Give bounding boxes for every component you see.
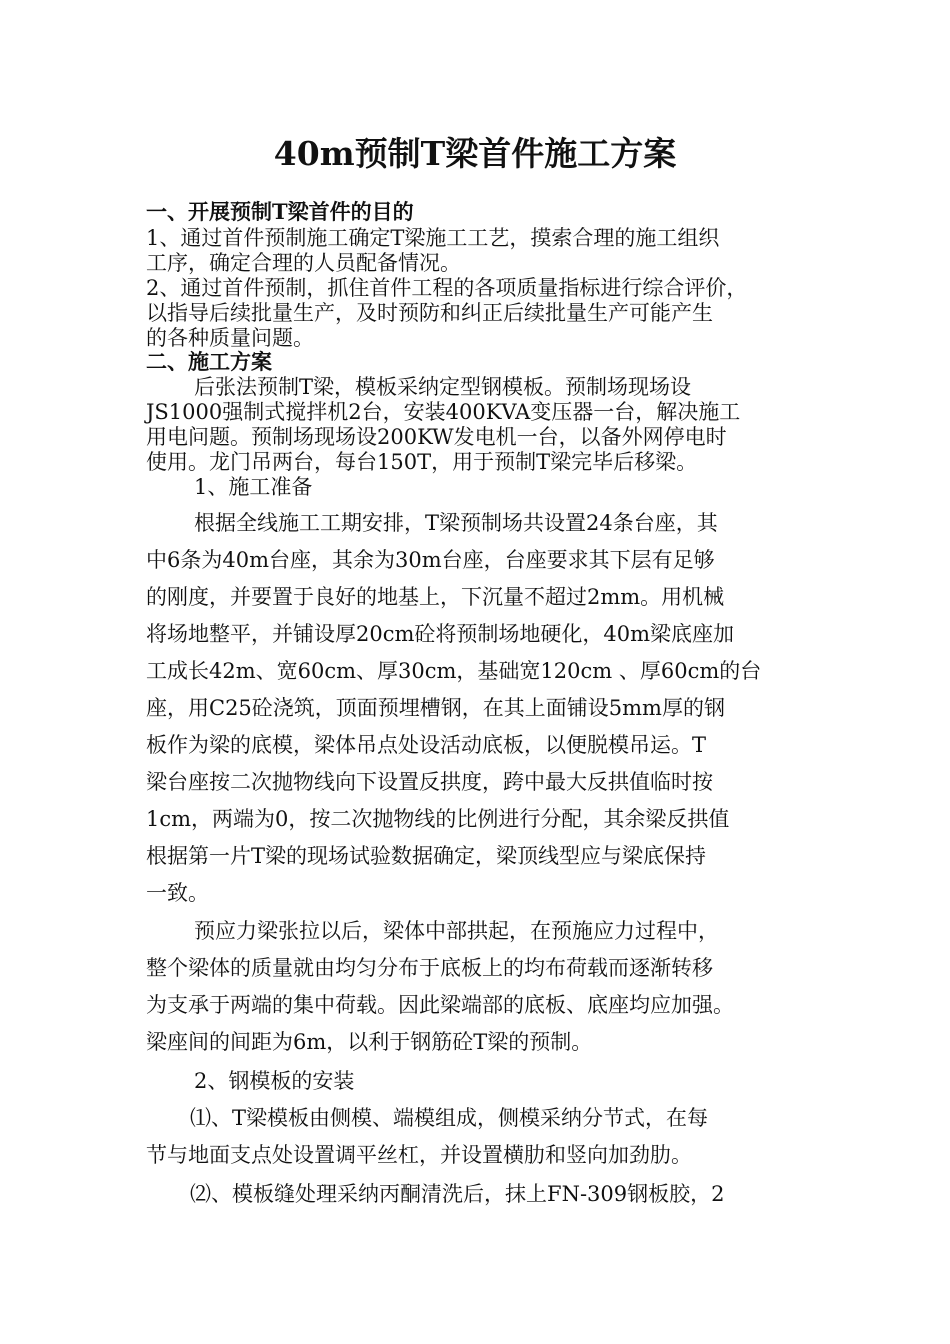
text-line: 1、通过首件预制施工确定T梁施工工艺，摸索合理的施工组织 xyxy=(146,226,720,250)
text-line: 的各种质量问题。 xyxy=(146,326,314,350)
subheading-preparation: 1、施工准备 xyxy=(194,475,313,499)
text-line: 一致。 xyxy=(146,881,209,905)
text-line: 的刚度，并要置于良好的地基上，下沉量不超过2mm。用机械 xyxy=(146,585,725,609)
text-line: JS1000强制式搅拌机2台，安装400KVA变压器一台，解决施工 xyxy=(146,400,741,424)
text-line: 为支承于两端的集中荷载。因此梁端部的底板、底座均应加强。 xyxy=(146,993,734,1017)
text-line: 根据第一片T梁的现场试验数据确定，梁顶线型应与梁底保持 xyxy=(146,844,707,868)
text-line: 座，用C25砼浇筑，顶面预埋槽钢，在其上面铺设5mm厚的钢 xyxy=(146,696,725,720)
text-line: 中6条为40m台座，其余为30m台座，台座要求其下层有足够 xyxy=(146,548,715,572)
text-line: 节与地面支点处设置调平丝杠，并设置横肋和竖向加劲肋。 xyxy=(146,1143,692,1167)
text-line: 梁台座按二次抛物线向下设置反拱度，跨中最大反拱值临时按 xyxy=(146,770,713,794)
text-line: ⑵、模板缝处理采纳丙酮清洗后，抹上FN-309钢板胶，2 xyxy=(190,1182,725,1206)
text-line: 板作为梁的底模，梁体吊点处设活动底板，以便脱模吊运。T xyxy=(146,733,707,757)
section-heading-purpose: 一、开展预制T梁首件的目的 xyxy=(146,199,414,224)
text-line: 后张法预制T梁，模板采纳定型钢模板。预制场现场设 xyxy=(194,375,692,399)
text-line: 2、通过首件预制，抓住首件工程的各项质量指标进行综合评价， xyxy=(146,276,748,300)
text-line: 工成长42m、宽60cm、厚30cm，基础宽120cm 、厚60cm的台 xyxy=(146,659,762,683)
text-line: 预应力梁张拉以后，梁体中部拱起，在预施应力过程中， xyxy=(194,919,719,943)
text-line: 根据全线施工工期安排，T梁预制场共设置24条台座，其 xyxy=(194,511,718,535)
text-line: 用电问题。预制场现场设200KW发电机一台，以备外网停电时 xyxy=(146,425,727,449)
text-line: ⑴、T梁模板由侧模、端模组成，侧模采纳分节式，在每 xyxy=(190,1106,709,1130)
section-heading-plan: 二、施工方案 xyxy=(146,349,272,374)
subheading-steel-formwork: 2、钢模板的安装 xyxy=(194,1069,355,1093)
text-line: 使用。龙门吊两台，每台150T，用于预制T梁完毕后移梁。 xyxy=(146,450,698,474)
document-title: 40m预制T梁首件施工方案 xyxy=(273,134,677,173)
text-line: 1cm，两端为0，按二次抛物线的比例进行分配，其余梁反拱值 xyxy=(146,807,730,831)
text-line: 工序，确定合理的人员配备情况。 xyxy=(146,251,461,275)
text-line: 整个梁体的质量就由均匀分布于底板上的均布荷载而逐渐转移 xyxy=(146,956,713,980)
text-line: 梁座间的间距为6m，以利于钢筋砼T梁的预制。 xyxy=(146,1030,593,1054)
text-line: 以指导后续批量生产，及时预防和纠正后续批量生产可能产生 xyxy=(146,301,713,325)
text-line: 将场地整平，并铺设厚20cm砼将预制场地硬化，40m梁底座加 xyxy=(146,622,735,646)
